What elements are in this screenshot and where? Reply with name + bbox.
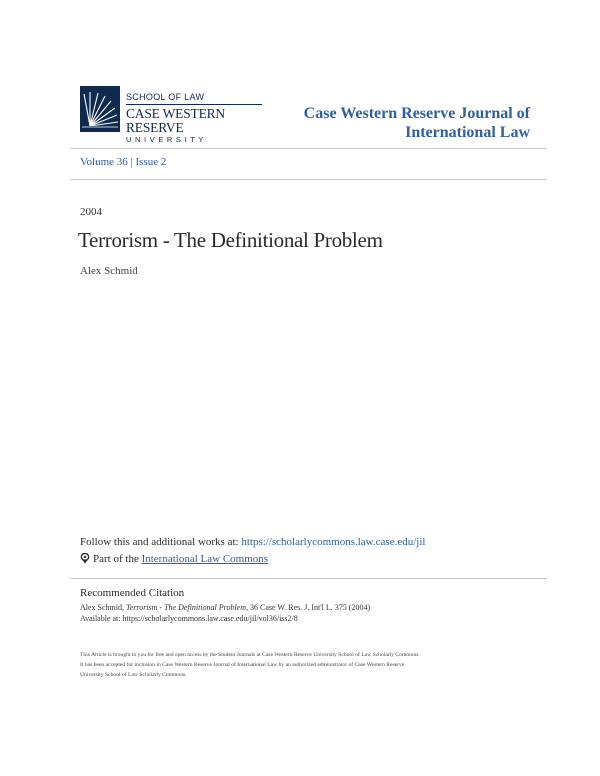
access-notice-line2: It has been accepted for inclusion in Case Western Reserve Journal of International Law by an authorized administrator of Case Western Reserve	[80, 662, 405, 668]
citation-text	[80, 602, 370, 624]
journal-title-line1: Case Western Reserve Journal of	[303, 105, 530, 122]
logo-university-label: UNIVERSITY	[126, 135, 208, 144]
publication-year: 2004	[80, 206, 102, 218]
sunburst-logo-icon	[80, 86, 120, 132]
citation-title: Terrorism - The Definitional Problem	[126, 603, 247, 612]
volume-link[interactable]: Volume 36	[80, 156, 128, 168]
issue-link[interactable]: Issue 2	[135, 156, 167, 168]
article-author[interactable]: Alex Schmid	[80, 265, 138, 277]
follow-url-link[interactable]: https://scholarlycommons.law.case.edu/jil	[241, 536, 426, 548]
citation-author: Alex Schmid,	[80, 603, 126, 612]
part-of-line	[80, 553, 268, 567]
part-of-label: Part of the	[93, 553, 142, 565]
article-title: Terrorism - The Definitional Problem	[78, 228, 383, 252]
recommended-citation-heading: Recommended Citation	[80, 587, 185, 599]
citation-source: , 36 Case W. Res. J. Int'l L. 375 (2004)	[246, 603, 371, 612]
volume-divider	[70, 179, 547, 180]
journal-title-line2: International Law	[405, 124, 530, 141]
logo-divider	[126, 104, 262, 105]
access-notice	[80, 650, 540, 680]
citation-available-line	[80, 613, 370, 624]
header-divider	[70, 148, 547, 149]
volume-issue-breadcrumb	[80, 156, 166, 168]
logo-wordmark	[126, 92, 270, 144]
university-logo	[80, 86, 270, 144]
follow-line	[80, 536, 425, 548]
logo-school-of-law: SCHOOL OF LAW	[126, 92, 205, 102]
network-pin-icon	[80, 553, 90, 567]
logo-university-name: CASE WESTERN RESERVE	[126, 106, 225, 135]
breadcrumb-separator: |	[130, 156, 133, 168]
citation-available-label: Available at:	[80, 614, 123, 623]
international-law-commons-link[interactable]: International Law Commons	[141, 553, 269, 565]
access-notice-line1: This Article is brought to you for free and open access by the Student Journals at Case Western Reserve University School of Law Scholarly Commons.	[80, 652, 420, 658]
access-notice-line3: University School of Law Scholarly Commons.	[80, 672, 187, 678]
citation-available-url[interactable]: https://scholarlycommons.law.case.edu/jil/vol36/iss2/8	[122, 614, 298, 623]
citation-line	[80, 602, 370, 613]
journal-title[interactable]	[270, 104, 530, 142]
citation-divider	[70, 578, 547, 579]
follow-label: Follow this and additional works at:	[80, 536, 242, 548]
